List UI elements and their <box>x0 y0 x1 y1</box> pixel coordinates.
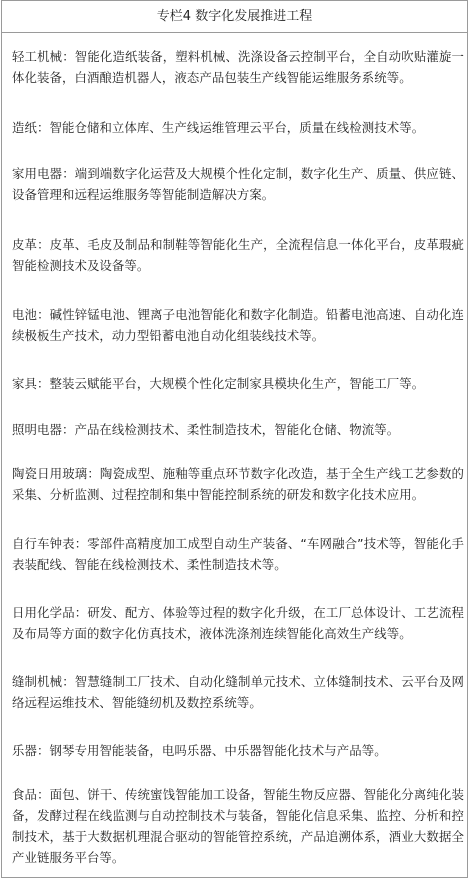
title-divider <box>2 32 467 33</box>
entry-text: 面包、饼干、传统蜜饯智能加工设备，智能生物反应器、智能化分离纯化装备，发酵过程在线监测与自动控制技术与装备，智能化信息采集、监控、分析和控制技术，基于大数据机理混合驱动的智能管控系统，产品追溯体系，酒业大数据全产业链服务平台等。 <box>12 787 464 865</box>
entry-musical-instruments <box>12 740 464 761</box>
entry-text: 智能仓储和立体库、生产线运维管理云平台，质量在线检测技术等。 <box>49 120 425 135</box>
entry-label: 缝制机械： <box>12 674 75 689</box>
entry-light-industry-machinery <box>12 46 464 88</box>
entry-label: 造纸： <box>12 120 50 135</box>
entry-text: 钢琴专用智能装备，电吗乐器、中乐器智能化技术与产品等。 <box>49 743 387 758</box>
entry-label: 电池： <box>12 307 50 322</box>
entry-battery <box>12 304 464 346</box>
entry-daily-chemicals <box>12 602 464 644</box>
entry-label: 照明电器： <box>12 422 75 437</box>
entry-label: 自行车钟表： <box>12 536 88 551</box>
entry-label: 皮革： <box>12 237 50 252</box>
entry-label: 乐器： <box>12 743 50 758</box>
entry-papermaking <box>12 117 464 138</box>
column-title: 专栏4 数字化发展推进工程 <box>156 9 313 24</box>
entry-bicycle-clock <box>12 533 464 575</box>
entry-lighting <box>12 419 464 440</box>
entry-text: 碱性锌锰电池、锂离子电池智能化和数字化制造。铅蓄电池高速、自动化连续极板生产技术，动力型铅蓄电池自动化组装线技术等。 <box>12 307 464 343</box>
entry-text: 整装云赋能平台，大规模个性化定制家具模块化生产，智能工厂等。 <box>49 376 425 391</box>
entry-text: 智能化造纸装备，塑料机械、洗涤设备云控制平台，全自动吹贴灌旋一体化装备，白酒酿造机器人，液态产品包装生产线智能运维服务系统等。 <box>12 49 465 85</box>
entry-label: 日用化学品： <box>12 605 88 620</box>
entry-home-appliances <box>12 163 464 205</box>
entry-label: 家用电器： <box>12 166 75 181</box>
entry-text: 端到端数字化运营及大规模个性化定制，数字化生产、质量、供应链、设备管理和远程运维服务等智能制造解决方案。 <box>12 166 465 202</box>
entry-label: 食品： <box>12 787 50 802</box>
entry-food <box>12 784 464 868</box>
entry-ceramics-glass <box>12 463 464 505</box>
entry-sewing-machinery <box>12 671 464 713</box>
entry-text: 研发、配方、体验等过程的数字化升级，在工厂总体设计、工艺流程及布局等方面的数字化仿真技术，液体洗涤剂连续智能化高效生产线等。 <box>12 605 464 641</box>
entry-leather <box>12 234 464 276</box>
entry-label: 家具： <box>12 376 50 391</box>
entry-text: 智慧缝制工厂技术、自动化缝制单元技术、立体缝制技术、云平台及网络远程运维技术、智能缝纫机及数控系统等。 <box>12 674 465 710</box>
entry-label: 轻工机械： <box>12 49 75 64</box>
column-box <box>1 0 468 878</box>
entry-text: 产品在线检测技术、柔性制造技术，智能化仓储、物流等。 <box>74 422 400 437</box>
entry-furniture <box>12 373 464 394</box>
entry-text: 零部件高精度加工成型自动生产装备、“车网融合”技术等，智能化手表装配线、智能在线检测技术、柔性制造技术等。 <box>12 536 464 572</box>
entry-label: 陶瓷日用玻璃： <box>12 466 100 481</box>
entry-text: 陶瓷成型、施釉等重点环节数字化改造，基于全生产线工艺参数的采集、分析监测、过程控制和集中智能控制系统的研发和数字化技术应用。 <box>12 466 464 502</box>
entry-text: 皮革、毛皮及制品和制鞋等智能化生产，全流程信息一体化平台，皮革瑕疵智能检测技术及设备等。 <box>12 237 464 273</box>
